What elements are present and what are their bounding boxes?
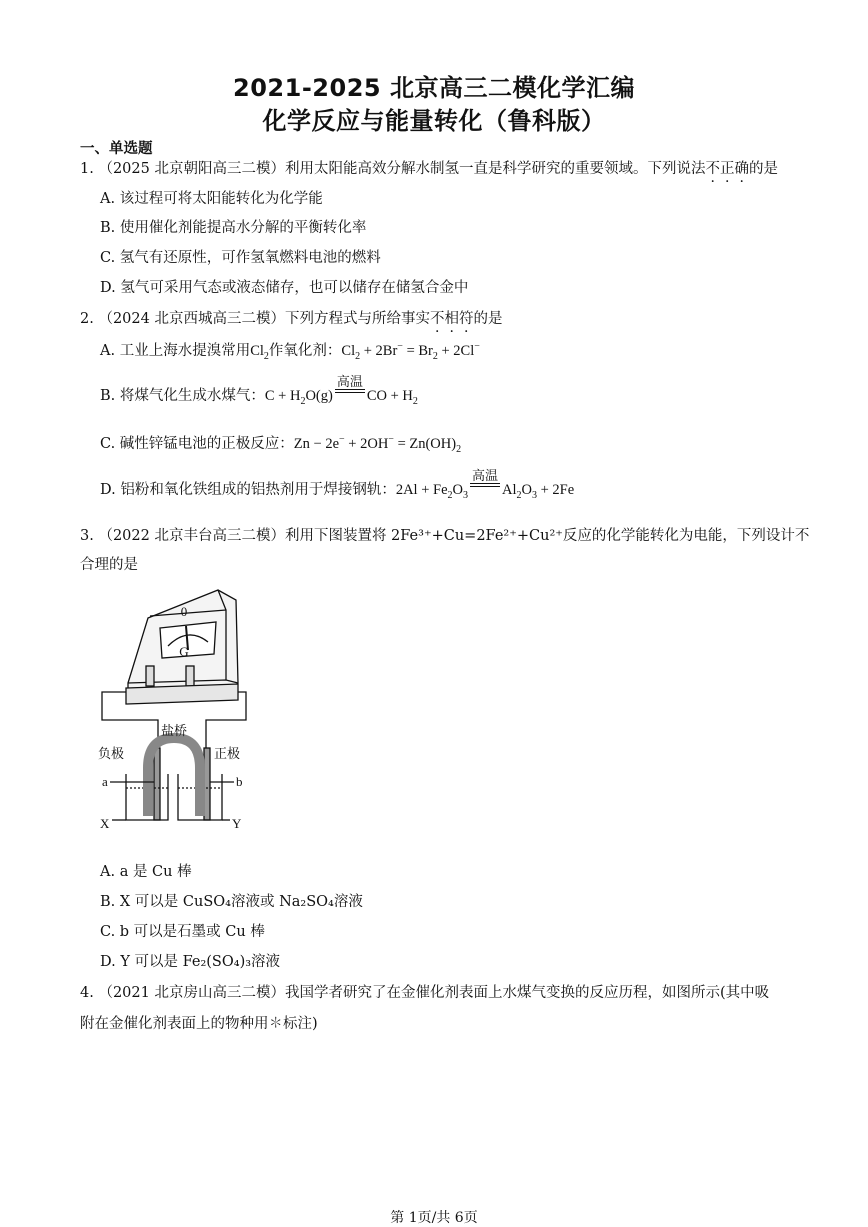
reaction-condition-d: 高温: [470, 470, 500, 487]
question-1-stem: 1. （2025 北京朝阳高三二模）利用太阳能高效分解水制氢一直是科学研究的重要领域。下列说法不正确的是: [80, 161, 778, 177]
electrode-a-label: a: [102, 774, 108, 789]
question-2-stem: 2. （2024 北京西城高三二模）下列方程式与所给事实不相符的是: [80, 311, 503, 327]
question-2-option-c: C. 碱性锌锰电池的正极反应：$Zn - 2e^- + 2OH^- = Zn(OH)_2$: [100, 434, 462, 455]
question-2-option-d: D. 铝粉和氧化铁组成的铝热剂用于焊接钢轨：$2Al + Fe_2O_3$ 高温 $Al_2O_3 + 2Fe$: [100, 468, 575, 501]
meter-zero: 0: [180, 604, 188, 619]
question-4-stem-line1: 4. （2021 北京房山高三二模）我国学者研究了在金催化剂表面上水煤气变换的反应历程，如图所示(其中吸: [80, 985, 770, 1001]
question-2-option-b: B. 将煤气化生成水煤气：$C + H_2O(g)$ 高温 CO + $H_2$: [100, 374, 418, 407]
electrode-b-label: b: [236, 774, 243, 789]
equation-c: $Zn - 2e^- + 2OH^- = Zn(OH)_2$: [293, 434, 462, 455]
question-3-option-c: C. b 可以是石墨或 Cu 棒: [100, 924, 265, 940]
page-footer: 第 1页/共 6页: [390, 1210, 478, 1226]
question-4-stem-line2: 附在金催化剂表面上的物种用✽标注): [80, 1016, 318, 1032]
question-3-stem-line2: 合理的是: [80, 557, 138, 573]
equation-a: $Cl_2 + 2Br^- = Br_2 + 2Cl^-$: [341, 341, 480, 362]
question-3-stem-line1: 3. （2022 北京丰台高三二模）利用下图装置将 2Fe³⁺+Cu=2Fe²⁺+Cu²⁺反应的化学能转化为电能，下列设计不: [80, 528, 810, 544]
salt-bridge-label: 盐桥: [160, 723, 188, 738]
solution-x-label: X: [100, 816, 110, 831]
question-1-option-d: D. 氢气可采用气态或液态储存，也可以储存在储氢合金中: [100, 280, 469, 296]
question-1-option-b: B. 使用催化剂能提高水分解的平衡转化率: [100, 220, 367, 236]
document-title-line2: 化学反应与能量转化（鲁科版）: [262, 107, 606, 135]
question-3-option-b: B. X 可以是 CuSO₄溶液或 Na₂SO₄溶液: [100, 894, 363, 910]
positive-electrode-label: 正极: [214, 746, 241, 761]
meter-label: G: [179, 644, 189, 659]
question-2-option-a: A. 工业上海水提溴常用$Cl_2$作氧化剂：$Cl_2 + 2Br^- = Br_2 + 2Cl^-$: [100, 341, 480, 362]
negative-electrode-label: 负极: [98, 746, 125, 761]
question-3-option-a: A. a 是 Cu 棒: [100, 864, 192, 880]
document-title-line1: 2021-2025 北京高三二模化学汇编: [233, 74, 635, 102]
solution-y-label: Y: [232, 816, 242, 831]
section-heading: 一、单选题: [80, 141, 153, 157]
question-3-option-d: D. Y 可以是 Fe₂(SO₄)₃溶液: [100, 954, 281, 970]
question-1-option-c: C. 氢气有还原性，可作氢氧燃料电池的燃料: [100, 250, 381, 266]
question-1-option-a: A. 该过程可将太阳能转化为化学能: [100, 191, 323, 207]
galvanic-cell-diagram: [98, 588, 258, 838]
reaction-condition: 高温: [335, 376, 365, 393]
